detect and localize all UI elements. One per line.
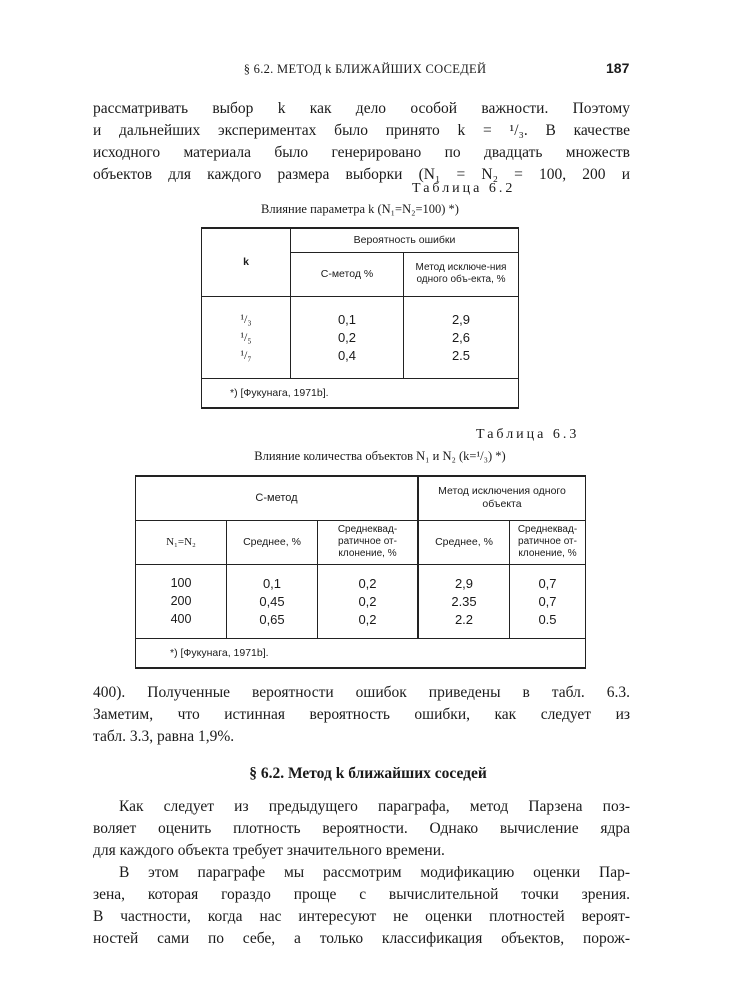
table-6-2-number: Таблица 6.2 bbox=[412, 181, 516, 196]
cell-n: 200 bbox=[136, 592, 227, 610]
cell-c-mean: 0,65 bbox=[227, 610, 318, 628]
table-6-2-header-c: С-метод % bbox=[291, 252, 404, 296]
running-header bbox=[0, 62, 736, 82]
running-title: § 6.2. МЕТОД k БЛИЖАЙШИХ СОСЕДЕЙ bbox=[243, 62, 487, 76]
cell-l-std: 0.5 bbox=[538, 611, 557, 627]
table-row bbox=[136, 574, 586, 592]
table-6-3-header-c-std: Среднеквад-ратичное от-клонение, % bbox=[318, 520, 419, 564]
section-heading: § 6.2. Метод k ближайших соседей bbox=[249, 765, 487, 782]
text-line: табл. 3.3, равна 1,9%. bbox=[93, 728, 235, 745]
table-6-3-number: Таблица 6.3 bbox=[476, 427, 580, 442]
text-line: Заметим, что истинная вероятность ошибки, как следует из bbox=[93, 706, 630, 723]
text-line: и дальнейших экспериментах было принято k = ¹/₃. В качестве bbox=[93, 122, 630, 139]
cell-loo: 2,9 bbox=[451, 311, 471, 327]
table-6-2-header-k: k bbox=[202, 228, 291, 296]
table-6-2 bbox=[201, 227, 519, 409]
cell-l-mean: 2,9 bbox=[418, 574, 510, 592]
cell-c: 0,1 bbox=[291, 310, 404, 328]
cell-k: ¹/₅ bbox=[202, 328, 291, 346]
cell-n: 400 bbox=[136, 610, 227, 628]
paragraph-parzen bbox=[93, 796, 630, 862]
cell-c-std: 0,2 bbox=[318, 592, 419, 610]
text-line: Как следует из предыдущего параграфа, метод Парзена поз- bbox=[119, 798, 630, 815]
cell-c-mean: 0,1 bbox=[227, 574, 318, 592]
table-row bbox=[202, 346, 519, 364]
page-number: 187 bbox=[606, 60, 630, 76]
cell-n: 100 bbox=[136, 574, 227, 592]
table-6-3-header-n: N₁=N₂ bbox=[136, 520, 227, 564]
table-6-2-header-group: Вероятность ошибки bbox=[291, 228, 519, 252]
text-line: зена, которая гораздо проще с вычислительной точки зрения. bbox=[93, 886, 630, 903]
paragraph-modification bbox=[93, 862, 630, 950]
table-row bbox=[202, 310, 519, 328]
table-6-3 bbox=[135, 475, 586, 669]
table-6-3-header-c-mean: Среднее, % bbox=[227, 520, 318, 564]
cell-loo: 2.5 bbox=[451, 347, 471, 363]
text-line: ностей сами по себе, а только классификация объектов, порож- bbox=[93, 930, 630, 947]
text-line: 400). Полученные вероятности ошибок приведены в табл. 6.3. bbox=[93, 684, 630, 701]
cell-c: 0,2 bbox=[291, 328, 404, 346]
table-6-3-group-c: С-метод bbox=[136, 476, 419, 520]
cell-l-std: 0,7 bbox=[538, 593, 557, 609]
text-line: объектов для каждого размера выборки (N₁ = N₂ = 100, 200 и bbox=[93, 166, 630, 183]
cell-c-std: 0,2 bbox=[318, 610, 419, 628]
text-line: воляет оценить плотность вероятности. Однако вычисление ядра bbox=[93, 820, 630, 837]
cell-loo: 2,6 bbox=[451, 329, 471, 345]
cell-l-mean: 2.2 bbox=[418, 610, 510, 628]
table-row bbox=[202, 328, 519, 346]
text-line: рассматривать выбор k как дело особой важности. Поэтому bbox=[93, 100, 630, 117]
table-row bbox=[136, 610, 586, 628]
intro-paragraph bbox=[93, 98, 630, 186]
table-6-3-title: Влияние количества объектов N₁ и N₂ (k=¹/₃) *) bbox=[254, 449, 506, 463]
text-line: В этом параграфе мы рассмотрим модификацию оценки Пар- bbox=[119, 864, 630, 881]
table-6-3-group-loo: Метод исключения одного объекта bbox=[418, 476, 586, 520]
table-6-3-footnote: *) [Фукунага, 1971b]. bbox=[170, 646, 269, 659]
results-paragraph bbox=[93, 682, 630, 748]
cell-l-std: 0,7 bbox=[538, 575, 557, 591]
table-6-3-header-l-std: Среднеквад-ратичное от-клонение, % bbox=[510, 520, 586, 564]
table-6-2-footnote: *) [Фукунага, 1971b]. bbox=[230, 386, 329, 399]
cell-l-mean: 2.35 bbox=[418, 592, 510, 610]
text-line: В частности, когда нас интересуют не оценки плотностей вероят- bbox=[93, 908, 630, 925]
cell-c: 0,4 bbox=[291, 346, 404, 364]
cell-c-mean: 0,45 bbox=[227, 592, 318, 610]
table-6-2-header-loo: Метод исключе-ния одного объ-екта, % bbox=[404, 252, 519, 296]
table-6-2-title: Влияние параметра k (N₁=N₂=100) *) bbox=[261, 202, 459, 216]
cell-c-std: 0,2 bbox=[318, 574, 419, 592]
text-line: исходного материала было генерировано по двадцать множеств bbox=[93, 144, 630, 161]
cell-k: ¹/₃ bbox=[202, 310, 291, 328]
text-line: для каждого объекта требует значительного времени. bbox=[93, 842, 445, 859]
cell-k: ¹/₇ bbox=[202, 346, 291, 364]
table-row bbox=[136, 592, 586, 610]
table-6-3-header-l-mean: Среднее, % bbox=[418, 520, 510, 564]
